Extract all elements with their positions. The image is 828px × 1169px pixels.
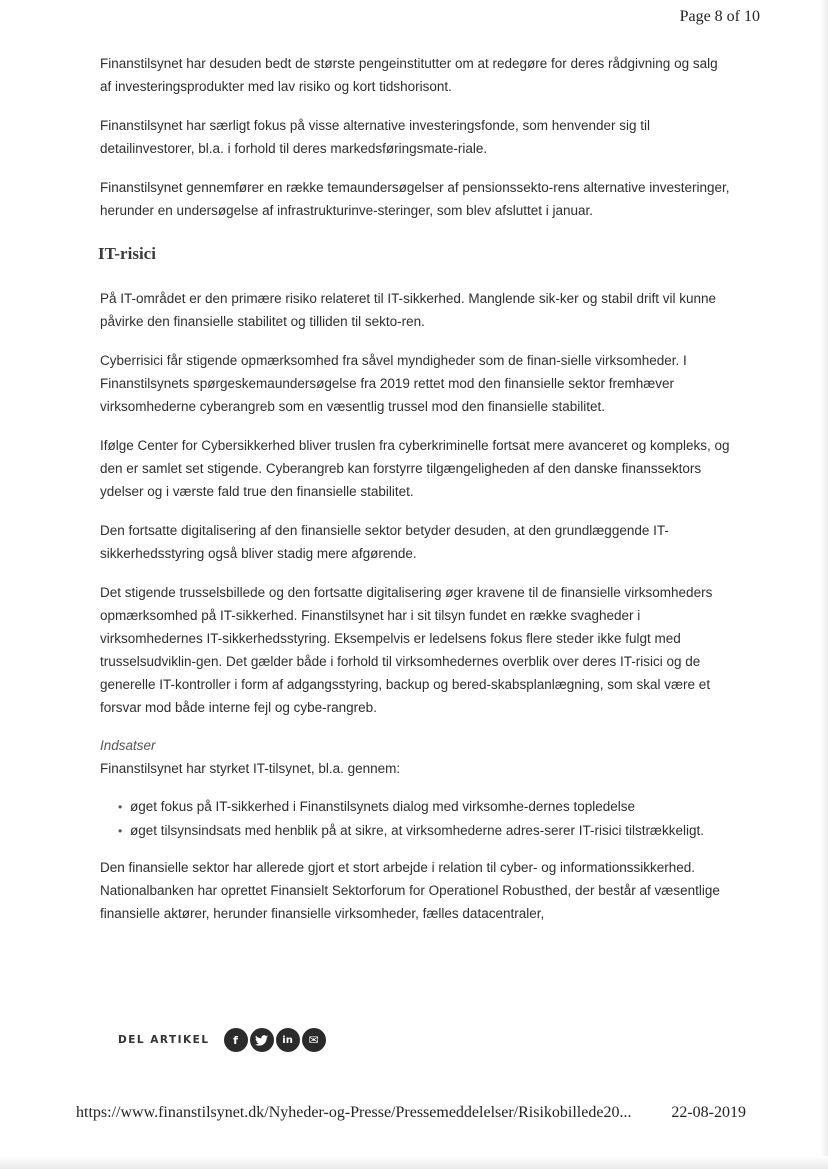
- scan-edge-right: [820, 0, 828, 1169]
- facebook-icon[interactable]: f: [224, 1028, 248, 1052]
- share-bar: [118, 1028, 328, 1052]
- paragraph: Ifølge Center for Cybersikkerhed bliver truslen fra cyberkriminelle fortsat mere avanceret og kompleks, og den er samlet set stigende. Cyberangreb kan forstyrre tilgængeligheden af den danske finanssektors ydelser og i værste fald true den finansielle stabilitet.: [100, 438, 730, 499]
- paragraph: På IT-området er den primære risiko relateret til IT-sikkerhed. Manglende sik-ker og stabil drift vil kunne påvirke den finansielle stabilitet og tilliden til sekto-ren.: [100, 291, 716, 329]
- bullet-list: [100, 796, 732, 842]
- paragraph: Cyberrisici får stigende opmærksomhed fra såvel myndigheder som de finan-sielle virksomheder. I Finanstilsynets spørgeskemaundersøgelse fra 2019 rettet mod den finansielle sektor fremhæver virksomhederne cyberangreb som en væsentlig trussel mod den finansielle stabilitet.: [100, 353, 687, 414]
- paragraph: Den fortsatte digitalisering af den finansielle sektor betyder desuden, at den grundlæggende IT-sikkerhedsstyring også bliver stadig mere afgørende.: [100, 523, 669, 561]
- list-item: • øget tilsynsindsats med henblik på at sikre, at virksomhederne adres-serer IT-risici tilstrækkeligt.: [118, 820, 732, 842]
- paragraph: Finanstilsynet har særligt fokus på visse alternative investeringsfonde, som henvender sig til detailinvestorer, bl.a. i forhold til deres markedsføringsmate-riale.: [100, 118, 651, 156]
- paragraph: Den finansielle sektor har allerede gjort et stort arbejde i relation til cyber- og informationssikkerhed. Nationalbanken har oprettet Finansielt Sektorforum for Operationel Robusthed, der består af væsentlige finansielle aktører, herunder finansielle virksomheder, fælles datacentraler,: [100, 860, 720, 921]
- scan-edge-bottom: [0, 1156, 828, 1169]
- footer-date: 22-08-2019: [671, 1104, 746, 1121]
- paragraph: Det stigende trusselsbillede og den fortsatte digitalisering øger kravene til de finansielle virksomheders opmærksomhed på IT-sikkerhed. Finanstilsynet har i sit tilsyn fundet en række svagheder i virksomhedernes IT-sikkerhedsstyring. Eksempelvis er ledelsens fokus flere steder ikke fulgt med trusselsudviklin-gen. Det gælder både i forhold til virksomhedernes overblik over deres IT-risici og de generelle IT-kontroller i form af adgangsstyring, backup og bered-skabsplanlægning, som skal være et forsvar mod både interne fejl og cybe-rangreb.: [100, 585, 713, 715]
- linkedin-icon[interactable]: in: [276, 1028, 300, 1052]
- paragraph: Finanstilsynet har desuden bedt de største pengeinstitutter om at redegøre for deres rådgivning og salg af investeringsprodukter med lav risiko og kort tidshorisont.: [100, 56, 718, 94]
- list-intro: Finanstilsynet har styrket IT-tilsynet, bl.a. gennem:: [100, 761, 401, 776]
- page-number: Page 8 of 10: [679, 8, 760, 25]
- footer-url: https://www.finanstilsynet.dk/Nyheder-og-Presse/Pressemeddelelser/Risikobillede20...: [76, 1104, 632, 1121]
- section-heading: IT-risici: [98, 244, 156, 263]
- list-item: • øget fokus på IT-sikkerhed i Finanstilsynets dialog med virksomhe-dernes topledelse: [118, 796, 732, 818]
- print-footer: [76, 1104, 746, 1122]
- email-icon[interactable]: ✉: [302, 1028, 326, 1052]
- article-body: [100, 52, 732, 941]
- subheading: Indsatser: [100, 738, 156, 753]
- share-label: DEL ARTIKEL: [118, 1034, 210, 1046]
- paragraph: Finanstilsynet gennemfører en række temaundersøgelser af pensionssekto-rens alternative investeringer, herunder en undersøgelse af infrastrukturinve-steringer, som blev afsluttet i januar.: [100, 180, 730, 218]
- twitter-icon[interactable]: [250, 1028, 274, 1052]
